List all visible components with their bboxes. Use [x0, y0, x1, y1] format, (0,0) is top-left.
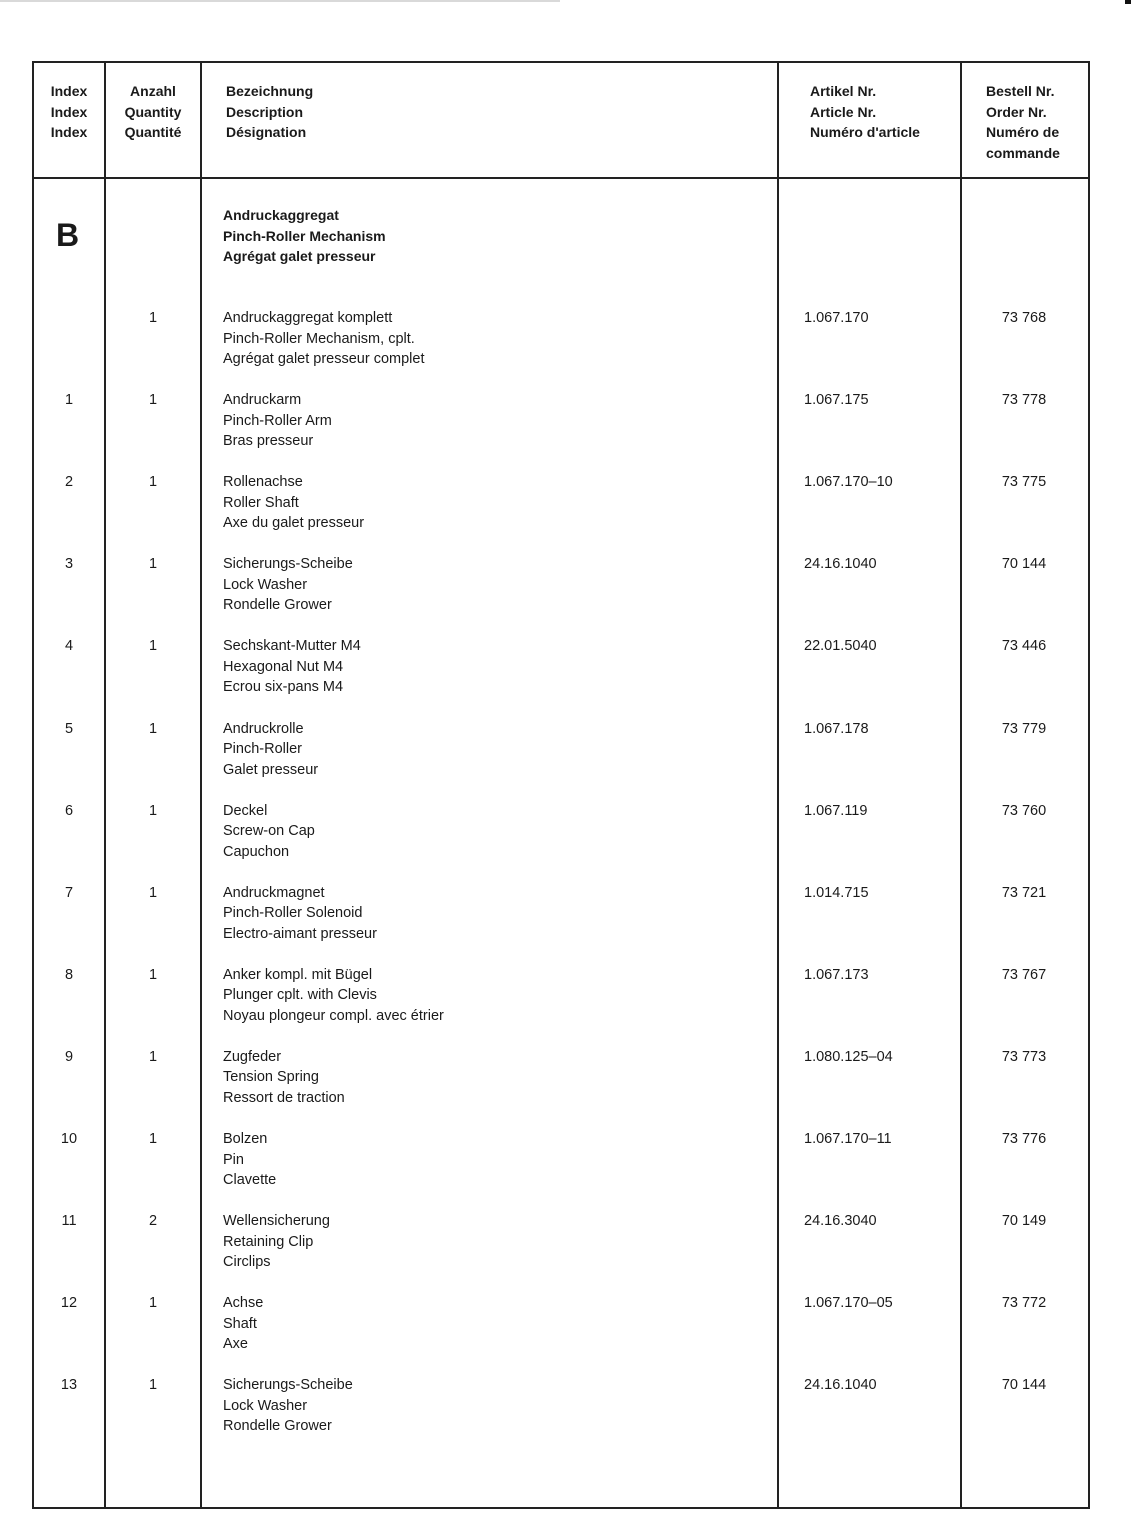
- description-de: Andruckrolle: [223, 720, 304, 737]
- description-de: Sicherungs-Scheibe: [223, 1377, 353, 1394]
- part-description: [223, 1129, 276, 1191]
- description-de: Zugfeder: [223, 1048, 282, 1065]
- part-quantity: 1: [148, 966, 158, 983]
- part-order-number: 73 776: [1001, 1131, 1047, 1147]
- part-order-number: 73 768: [1001, 310, 1047, 326]
- description-en: Pinch-Roller Arm: [223, 412, 332, 429]
- description-en: Plunger cplt. with Clevis: [223, 987, 377, 1004]
- part-order-number: 73 773: [1001, 1048, 1047, 1065]
- header-index: Index Index Index: [50, 83, 88, 140]
- part-quantity: 1: [148, 1131, 158, 1147]
- description-de: Andruckmagnet: [223, 884, 325, 901]
- part-article-number: 1.067.170–10: [804, 474, 893, 491]
- description-de: Sechskant-Mutter M4: [223, 638, 361, 655]
- description-en: Retaining Clip: [223, 1233, 314, 1250]
- description-de: Sicherungs-Scheibe: [223, 556, 353, 573]
- part-article-number: 24.16.1040: [804, 556, 877, 573]
- description-de: Deckel: [223, 802, 268, 819]
- part-article-number: 1.067.119: [804, 802, 868, 819]
- part-order-number: 70 149: [1001, 1213, 1047, 1230]
- part-article-number: 22.01.5040: [804, 638, 877, 655]
- part-index: 10: [60, 1131, 78, 1147]
- section-letter: B: [56, 217, 80, 253]
- table-row: [34, 883, 1088, 965]
- description-en: Lock Washer: [223, 576, 308, 593]
- table-row: [34, 1129, 1088, 1211]
- part-article-number: 1.014.715: [804, 884, 869, 901]
- part-index: 11: [61, 1213, 77, 1230]
- description-de: Rollenachse: [223, 474, 303, 491]
- description-fr: Axe: [223, 1336, 248, 1353]
- part-article-number: 1.067.170: [804, 310, 869, 326]
- description-fr: Circlips: [223, 1254, 271, 1271]
- part-order-number: 73 778: [1001, 392, 1047, 409]
- description-de: Andruckaggregat komplett: [223, 310, 393, 326]
- description-de: Wellensicherung: [223, 1213, 330, 1230]
- part-quantity: 1: [148, 392, 158, 409]
- description-de: Achse: [223, 1295, 264, 1312]
- description-de: Andruckarm: [223, 392, 302, 409]
- description-fr: Axe du galet presseur: [223, 515, 365, 532]
- part-quantity: 1: [148, 720, 158, 737]
- part-order-number: 73 767: [1001, 966, 1047, 983]
- section-title: Andruckaggregat Pinch-Roller Mechanism Agrégat galet presseur: [223, 207, 386, 264]
- part-index: 1: [64, 392, 74, 409]
- header-article: Artikel Nr. Article Nr. Numéro d'article: [810, 83, 920, 140]
- part-article-number: 1.067.173: [804, 966, 869, 983]
- description-en: Tension Spring: [223, 1069, 319, 1086]
- description-en: Lock Washer: [223, 1397, 308, 1414]
- part-description: [223, 1211, 330, 1273]
- header-quantity: Anzahl Quantity Quantité: [124, 83, 182, 140]
- table-row: [34, 554, 1088, 636]
- description-fr: Noyau plongeur compl. avec étrier: [223, 1007, 444, 1024]
- part-index: 9: [64, 1048, 74, 1065]
- part-description: [223, 636, 361, 698]
- part-order-number: 73 779: [1001, 720, 1047, 737]
- table-row: [34, 472, 1088, 554]
- part-index: 3: [64, 556, 74, 573]
- part-order-number: 73 760: [1001, 802, 1047, 819]
- part-description: [223, 472, 364, 534]
- part-quantity: 1: [148, 1295, 158, 1312]
- part-article-number: 24.16.3040: [804, 1213, 877, 1230]
- description-fr: Capuchon: [223, 843, 290, 860]
- part-quantity: 1: [148, 556, 158, 573]
- parts-table: [32, 61, 1090, 1509]
- part-order-number: 73 772: [1001, 1295, 1047, 1312]
- table-row: [34, 1293, 1088, 1375]
- table-row: [34, 719, 1088, 801]
- part-index: 5: [64, 720, 74, 737]
- description-fr: Ressort de traction: [223, 1089, 345, 1106]
- description-fr: Rondelle Grower: [223, 1418, 332, 1435]
- part-order-number: 73 775: [1001, 474, 1047, 491]
- part-article-number: 1.067.170–11: [804, 1131, 892, 1147]
- table-row: [34, 1375, 1088, 1457]
- description-en: Pinch-Roller: [223, 741, 302, 757]
- header-divider: [34, 177, 1088, 179]
- part-order-number: 70 144: [1001, 556, 1047, 573]
- part-quantity: 1: [148, 884, 158, 901]
- part-description: [223, 883, 377, 945]
- part-index: 12: [60, 1295, 78, 1312]
- description-fr: Electro-aimant presseur: [223, 925, 377, 942]
- description-de: Anker kompl. mit Bügel: [223, 966, 373, 983]
- table-row: [34, 390, 1088, 472]
- table-row: [34, 636, 1088, 718]
- description-de: Bolzen: [223, 1131, 268, 1147]
- part-index: 8: [64, 966, 74, 983]
- scan-edge-line: [0, 0, 560, 2]
- part-description: [223, 1293, 263, 1355]
- part-description: [223, 1375, 353, 1437]
- part-quantity: 2: [148, 1213, 158, 1230]
- corner-mark: [1125, 0, 1131, 4]
- description-fr: Rondelle Grower: [223, 597, 332, 614]
- description-fr: Bras presseur: [223, 433, 314, 450]
- description-fr: Ecrou six-pans M4: [223, 679, 344, 696]
- table-row: [34, 1047, 1088, 1129]
- part-article-number: 1.067.170–05: [804, 1295, 893, 1312]
- description-en: Roller Shaft: [223, 494, 299, 511]
- header-description: Bezeichnung Description Désignation: [226, 83, 314, 140]
- part-description: [223, 390, 332, 452]
- part-description: [223, 965, 444, 1027]
- part-article-number: 1.067.175: [804, 392, 869, 409]
- header-order: Bestell Nr. Order Nr. Numéro de commande: [986, 83, 1060, 161]
- description-fr: Clavette: [223, 1172, 277, 1188]
- part-order-number: 70 144: [1001, 1377, 1047, 1394]
- part-description: [223, 1047, 345, 1109]
- table-row: [34, 801, 1088, 883]
- part-article-number: 24.16.1040: [804, 1377, 877, 1394]
- part-order-number: 73 721: [1001, 884, 1047, 901]
- part-quantity: 1: [148, 1377, 158, 1394]
- part-quantity: 1: [148, 310, 158, 326]
- table-row: [34, 965, 1088, 1047]
- table-row: [34, 1211, 1088, 1293]
- description-en: Screw-on Cap: [223, 823, 315, 840]
- part-article-number: 1.067.178: [804, 720, 869, 737]
- part-description: [223, 554, 353, 616]
- description-en: Hexagonal Nut M4: [223, 658, 344, 675]
- description-fr: Galet presseur: [223, 761, 319, 778]
- part-description: [223, 719, 318, 781]
- description-en: Shaft: [223, 1315, 257, 1332]
- part-description: [223, 308, 425, 370]
- table-row: [34, 308, 1088, 390]
- part-index: 13: [60, 1377, 78, 1394]
- part-article-number: 1.080.125–04: [804, 1048, 893, 1065]
- part-order-number: 73 446: [1001, 638, 1047, 655]
- part-index: 7: [64, 884, 74, 901]
- part-quantity: 1: [148, 1048, 158, 1065]
- part-index: 4: [64, 638, 74, 655]
- part-quantity: 1: [148, 802, 158, 819]
- part-quantity: 1: [148, 638, 158, 655]
- description-en: Pin: [223, 1151, 244, 1168]
- part-index: 2: [64, 474, 74, 491]
- part-quantity: 1: [148, 474, 158, 491]
- description-fr: Agrégat galet presseur complet: [223, 351, 425, 367]
- description-en: Pinch-Roller Solenoid: [223, 905, 363, 922]
- description-en: Pinch-Roller Mechanism, cplt.: [223, 330, 415, 347]
- part-description: [223, 801, 315, 863]
- part-index: 6: [64, 802, 74, 819]
